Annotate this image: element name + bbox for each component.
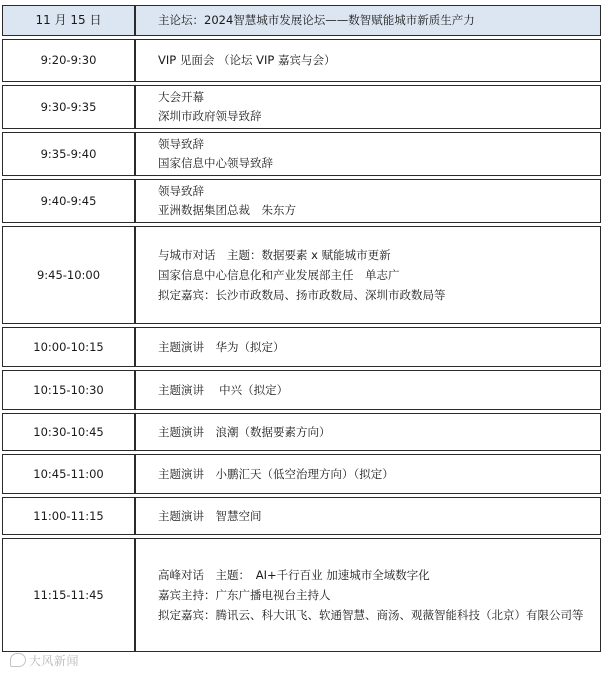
- agenda-row: [2, 132, 601, 176]
- agenda-row: [2, 85, 601, 129]
- agenda-item-line: 大会开幕: [158, 90, 204, 104]
- agenda-item-line: 深圳市政府领导致辞: [158, 109, 262, 123]
- agenda-table: [2, 2, 601, 655]
- agenda-item-line: 高峰对话 主题： AI+千行百业 加速城市全域数字化: [158, 567, 430, 582]
- agenda-time: 9:30-9:35: [2, 85, 135, 129]
- agenda-item-line: 国家信息中心领导致辞: [158, 156, 273, 170]
- agenda-item: [135, 327, 601, 367]
- agenda-row: [2, 327, 601, 367]
- agenda-row: [2, 538, 601, 652]
- agenda-time: 10:15-10:30: [2, 370, 135, 410]
- agenda-item: [135, 413, 601, 451]
- agenda-time: 11:00-11:15: [2, 497, 135, 535]
- agenda-item-line: 主题演讲 智慧空间: [158, 508, 262, 523]
- agenda-time: 9:45-10:00: [2, 226, 135, 324]
- header-title: 主论坛：2024智慧城市发展论坛——数智赋能城市新质生产力: [135, 5, 601, 36]
- agenda-time: 11:15-11:45: [2, 538, 135, 652]
- agenda-item-line: 拟定嘉宾：长沙市政数局、扬市政数局、深圳市政数局等: [158, 287, 446, 302]
- agenda-item: [135, 497, 601, 535]
- agenda-item: [135, 85, 601, 129]
- agenda-time: 10:30-10:45: [2, 413, 135, 451]
- agenda-item: [135, 538, 601, 652]
- watermark: [10, 652, 79, 669]
- agenda-item: [135, 132, 601, 176]
- agenda-time: 10:00-10:15: [2, 327, 135, 367]
- agenda-item-line: 领导致辞: [158, 137, 204, 151]
- agenda-item: [135, 179, 601, 223]
- speech-bubble-icon: [10, 653, 26, 667]
- agenda-row: [2, 413, 601, 451]
- agenda-time: 9:35-9:40: [2, 132, 135, 176]
- agenda-item-line: 领导致辞: [158, 184, 204, 198]
- agenda-row: [2, 497, 601, 535]
- agenda-time: 9:40-9:45: [2, 179, 135, 223]
- agenda-row: [2, 226, 601, 324]
- agenda-item-line: 嘉宾主持：广东广播电视台主持人: [158, 587, 331, 602]
- agenda-item: [135, 370, 601, 410]
- agenda-header-row: [2, 5, 601, 36]
- agenda-row: [2, 179, 601, 223]
- agenda-item-line: VIP 见面会 （论坛 VIP 嘉宾与会）: [158, 53, 336, 67]
- agenda-item-line: 主题演讲 浪潮（数据要素方向）: [158, 424, 331, 439]
- agenda-row: [2, 39, 601, 82]
- agenda-time: 9:20-9:30: [2, 39, 135, 82]
- agenda-item: [135, 39, 601, 82]
- agenda-time: 10:45-11:00: [2, 454, 135, 494]
- agenda-item: [135, 226, 601, 324]
- agenda-item: [135, 454, 601, 494]
- agenda-item-line: 主题演讲 中兴（拟定）: [158, 382, 289, 397]
- agenda-row: [2, 370, 601, 410]
- header-date: 11 月 15 日: [2, 5, 135, 36]
- agenda-item-line: 拟定嘉宾：腾讯云、科大讯飞、软通智慧、商汤、观薇智能科技（北京）有限公司等: [158, 607, 584, 622]
- agenda-item-line: 与城市对话 主题：数据要素 x 赋能城市更新: [158, 247, 391, 262]
- watermark-text: 大风新闻: [29, 654, 80, 668]
- agenda-row: [2, 454, 601, 494]
- agenda-item-line: 主题演讲 华为（拟定）: [158, 339, 285, 354]
- agenda-item-line: 亚洲数据集团总裁 朱东方: [158, 203, 296, 217]
- agenda-item-line: 主题演讲 小鹏汇天（低空治理方向）（拟定）: [158, 466, 394, 481]
- agenda-item-line: 国家信息中心信息化和产业发展部主任 单志广: [158, 267, 400, 282]
